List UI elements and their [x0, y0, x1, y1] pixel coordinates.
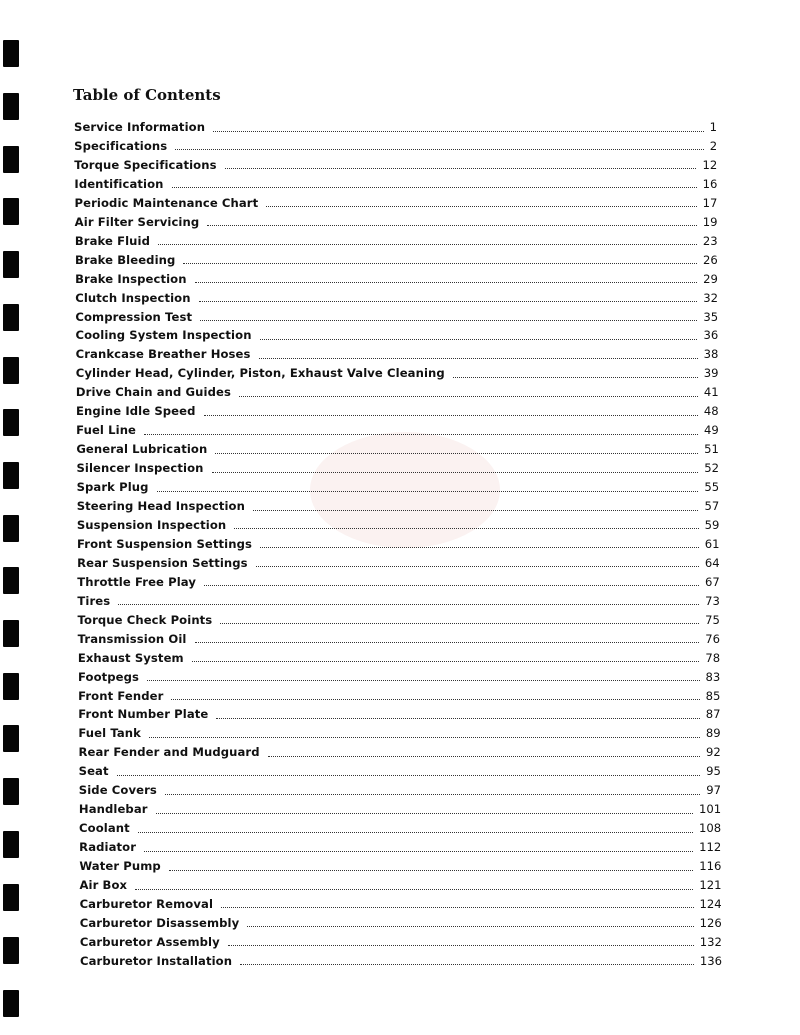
dot-leader: [221, 906, 693, 908]
binding-hole: [3, 251, 19, 278]
dot-leader: [204, 584, 699, 586]
dot-leader: [195, 281, 698, 283]
toc-entry-page: 67: [704, 574, 720, 589]
toc-entry: [79, 876, 721, 895]
binding-hole: [3, 198, 19, 225]
binding-hole: [3, 937, 19, 964]
dot-leader: [156, 812, 693, 814]
toc-entry-page: 92: [705, 745, 721, 760]
dot-leader: [204, 414, 698, 416]
binding-hole: [3, 93, 19, 120]
toc-entry-page: 83: [705, 669, 721, 684]
toc-entry-page: 17: [702, 195, 718, 210]
toc-entry: [77, 535, 720, 554]
dot-leader: [117, 774, 700, 776]
toc-entry: [76, 364, 719, 383]
toc-entry-page: 2: [709, 138, 718, 153]
dot-leader: [158, 243, 697, 245]
toc-entry-page: 51: [704, 442, 719, 457]
toc-entry: [77, 554, 719, 573]
toc-entry-page: 85: [705, 688, 721, 703]
binding-hole: [3, 831, 19, 858]
dot-leader: [192, 660, 700, 662]
toc-entry: [76, 459, 719, 478]
toc-entry-label: Engine Idle Speed: [76, 404, 196, 419]
toc-entry: [80, 895, 722, 914]
toc-entry-label: Coolant: [79, 821, 130, 836]
toc-entry-page: 57: [704, 499, 720, 513]
toc-entry-page: 121: [699, 878, 722, 892]
toc-entry-page: 136: [699, 953, 722, 968]
toc-entry-page: 61: [704, 536, 720, 551]
dot-leader: [239, 395, 698, 397]
toc-entry-page: 23: [702, 233, 718, 248]
toc-entry-page: 12: [702, 157, 718, 172]
toc-entry: [76, 402, 719, 421]
dot-leader: [260, 546, 699, 548]
toc-entry-label: Air Box: [79, 878, 128, 892]
toc-entry-page: 16: [702, 176, 718, 191]
toc-entry: [79, 857, 721, 876]
toc-entry: [79, 743, 721, 762]
toc-entry: [74, 156, 717, 175]
toc-entry-page: 75: [705, 612, 720, 627]
binding-hole: [3, 884, 19, 911]
toc-entry: [76, 421, 719, 440]
dot-leader: [268, 755, 700, 757]
toc-entry-label: Carburetor Installation: [80, 953, 233, 968]
toc-entry: [76, 345, 719, 364]
toc-entry-label: Cooling System Inspection: [75, 328, 252, 343]
toc-entry-page: 38: [703, 347, 719, 362]
dot-leader: [240, 963, 694, 965]
binding-hole: [3, 778, 19, 805]
toc-entry: [78, 724, 720, 743]
toc-entry-label: Steering Head Inspection: [76, 499, 245, 513]
toc-entry: [76, 383, 719, 402]
dot-leader: [165, 793, 700, 795]
toc-entry-label: Clutch Inspection: [75, 290, 191, 305]
toc-entry: [80, 952, 722, 971]
dot-leader: [207, 224, 697, 226]
toc-entry-label: Spark Plug: [76, 480, 149, 495]
toc-entry-page: 73: [705, 593, 720, 608]
toc-entry-label: Front Number Plate: [78, 707, 209, 722]
toc-entry-label: Brake Bleeding: [74, 252, 176, 267]
toc-entry-label: Side Covers: [78, 783, 157, 798]
dot-leader: [212, 471, 699, 473]
toc-entry-label: Water Pump: [79, 859, 161, 874]
toc-entry: [77, 516, 720, 535]
toc-entry: [74, 175, 717, 194]
dot-leader: [144, 433, 698, 435]
dot-leader: [138, 831, 693, 833]
toc-entry: [78, 705, 720, 724]
toc-entry-page: 112: [699, 840, 722, 855]
toc-entry-label: Front Fender: [78, 688, 164, 703]
toc-entry: [76, 326, 719, 345]
toc-entry-label: Radiator: [79, 840, 137, 855]
toc-entry-label: Seat: [78, 764, 109, 779]
binding-hole: [3, 567, 19, 594]
dot-leader: [220, 622, 699, 624]
dot-leader: [118, 603, 699, 605]
dot-leader: [266, 205, 696, 207]
toc-entry-page: 55: [704, 480, 720, 495]
toc-entry-label: Brake Fluid: [74, 233, 151, 248]
toc-entry-page: 32: [703, 290, 718, 305]
toc-entry-page: 35: [703, 309, 719, 324]
dot-leader: [169, 869, 693, 871]
binding-hole: [3, 146, 19, 173]
toc-entry-page: 39: [703, 366, 719, 381]
binding-hole: [3, 409, 19, 436]
toc-entry-page: 108: [699, 821, 722, 836]
toc-entry-page: 97: [706, 783, 721, 798]
toc-entry-label: General Lubrication: [76, 442, 208, 457]
toc-entry: [75, 308, 718, 327]
dot-leader: [183, 262, 697, 264]
toc-entry: [75, 194, 718, 213]
toc-entry: [77, 497, 720, 516]
dot-leader: [247, 925, 693, 927]
dot-leader: [172, 186, 697, 188]
toc-entry: [75, 289, 718, 308]
dot-leader: [149, 736, 700, 738]
binding-holes: [3, 0, 21, 1035]
toc-entry-page: 116: [699, 859, 722, 874]
toc-entry-page: 41: [703, 385, 719, 400]
toc-entry-label: Suspension Inspection: [76, 517, 227, 532]
toc-entry-page: 89: [705, 726, 721, 741]
toc-entry-label: Transmission Oil: [77, 631, 187, 646]
toc-entry-page: 48: [703, 404, 719, 419]
toc-entry: [74, 137, 717, 156]
dot-leader: [259, 357, 698, 359]
toc-entry: [78, 668, 720, 687]
toc-entry-label: Periodic Maintenance Chart: [74, 195, 259, 210]
toc-entry-label: Exhaust System: [77, 650, 184, 665]
toc-entry: [79, 762, 721, 781]
toc-entry: [77, 573, 719, 592]
toc-entry-page: 87: [705, 707, 721, 722]
toc-entry: [78, 611, 720, 630]
dot-leader: [135, 888, 693, 890]
toc-entry-page: 29: [703, 271, 718, 286]
toc-entry: [76, 440, 719, 459]
dot-leader: [215, 452, 698, 454]
toc-entry-label: Throttle Free Play: [77, 574, 197, 589]
binding-hole: [3, 725, 19, 752]
binding-hole: [3, 620, 19, 647]
toc-entry: [80, 933, 722, 952]
toc-entry: [75, 270, 718, 289]
binding-hole: [3, 304, 19, 331]
toc-entry-label: Rear Fender and Mudguard: [78, 745, 260, 760]
toc-entry-page: 76: [705, 631, 721, 646]
toc-entry-label: Footpegs: [77, 669, 140, 684]
toc-entry-label: Fuel Tank: [78, 726, 141, 741]
toc-entry: [79, 781, 721, 800]
toc-entry-page: 101: [698, 802, 722, 817]
toc-entry: [79, 838, 721, 857]
dot-leader: [171, 698, 699, 700]
binding-hole: [3, 990, 19, 1017]
toc-entry-label: Brake Inspection: [75, 271, 187, 286]
binding-hole: [3, 40, 19, 67]
toc-entry: [75, 232, 718, 251]
toc-entry-page: 52: [704, 461, 720, 476]
toc-entry-label: Rear Suspension Settings: [77, 555, 248, 570]
toc-entry: [78, 649, 720, 668]
toc-entry-page: 95: [706, 764, 721, 779]
toc-entry-page: 59: [704, 517, 720, 532]
dot-leader: [260, 338, 698, 340]
toc-entry-label: Specifications: [74, 138, 168, 153]
toc-entry-label: Tires: [77, 593, 111, 608]
toc-entry-label: Silencer Inspection: [76, 461, 204, 476]
toc-entry-label: Fuel Line: [76, 423, 137, 438]
dot-leader: [213, 130, 704, 132]
dot-leader: [147, 679, 699, 681]
dot-leader: [199, 300, 698, 302]
dot-leader: [256, 565, 699, 567]
toc-entry-label: Torque Check Points: [77, 612, 213, 627]
toc-entry-page: 36: [703, 328, 719, 343]
binding-hole: [3, 357, 19, 384]
dot-leader: [195, 641, 700, 643]
page-title: Table of Contents: [73, 86, 221, 104]
toc-entry-page: 26: [703, 252, 718, 267]
toc-entry: [78, 630, 720, 649]
toc-entry-label: Handlebar: [78, 802, 148, 817]
toc-entry: [78, 687, 720, 706]
toc-entry-label: Carburetor Assembly: [79, 934, 220, 949]
toc-entry-page: 132: [699, 934, 722, 949]
toc-entry-label: Torque Specifications: [74, 157, 217, 172]
toc-entry-label: Compression Test: [75, 309, 193, 324]
toc-entry: [77, 478, 720, 497]
toc-entry: [75, 213, 718, 232]
toc-entry-page: 1: [709, 120, 717, 134]
toc-entry-page: 78: [705, 650, 721, 665]
dot-leader: [234, 527, 698, 529]
dot-leader: [228, 944, 694, 946]
toc-entry-label: Identification: [74, 176, 164, 191]
toc-entry-label: Carburetor Removal: [79, 896, 214, 911]
toc-entry: [80, 914, 722, 933]
binding-hole: [3, 462, 19, 489]
dot-leader: [157, 490, 699, 492]
toc-entry-label: Front Suspension Settings: [77, 536, 252, 551]
dot-leader: [225, 167, 697, 169]
dot-leader: [216, 717, 699, 719]
binding-hole: [3, 515, 19, 542]
dot-leader: [253, 509, 699, 511]
dot-leader: [144, 850, 693, 852]
dot-leader: [175, 148, 703, 150]
toc-entry-label: Air Filter Servicing: [74, 214, 200, 229]
toc-entry-label: Service Information: [74, 120, 206, 134]
toc-entry: [74, 118, 717, 137]
toc-entry-label: Crankcase Breather Hoses: [75, 347, 251, 362]
toc-entry-label: Cylinder Head, Cylinder, Piston, Exhaust Valve Cleaning: [75, 366, 445, 381]
dot-leader: [200, 319, 697, 321]
toc-entry: [79, 819, 721, 838]
toc-entry-page: 49: [704, 423, 719, 438]
toc-entry-page: 64: [704, 555, 720, 570]
toc-entry: [75, 251, 718, 270]
toc-entry-label: Drive Chain and Guides: [75, 385, 231, 400]
dot-leader: [453, 376, 698, 378]
toc-entry-page: 124: [699, 896, 722, 911]
toc-entry: [79, 800, 721, 819]
binding-hole: [3, 673, 19, 700]
toc-entry-page: 126: [699, 915, 722, 930]
toc-entry-label: Carburetor Disassembly: [79, 915, 240, 930]
toc-entry: [77, 592, 719, 611]
toc-entry-page: 19: [702, 214, 718, 229]
